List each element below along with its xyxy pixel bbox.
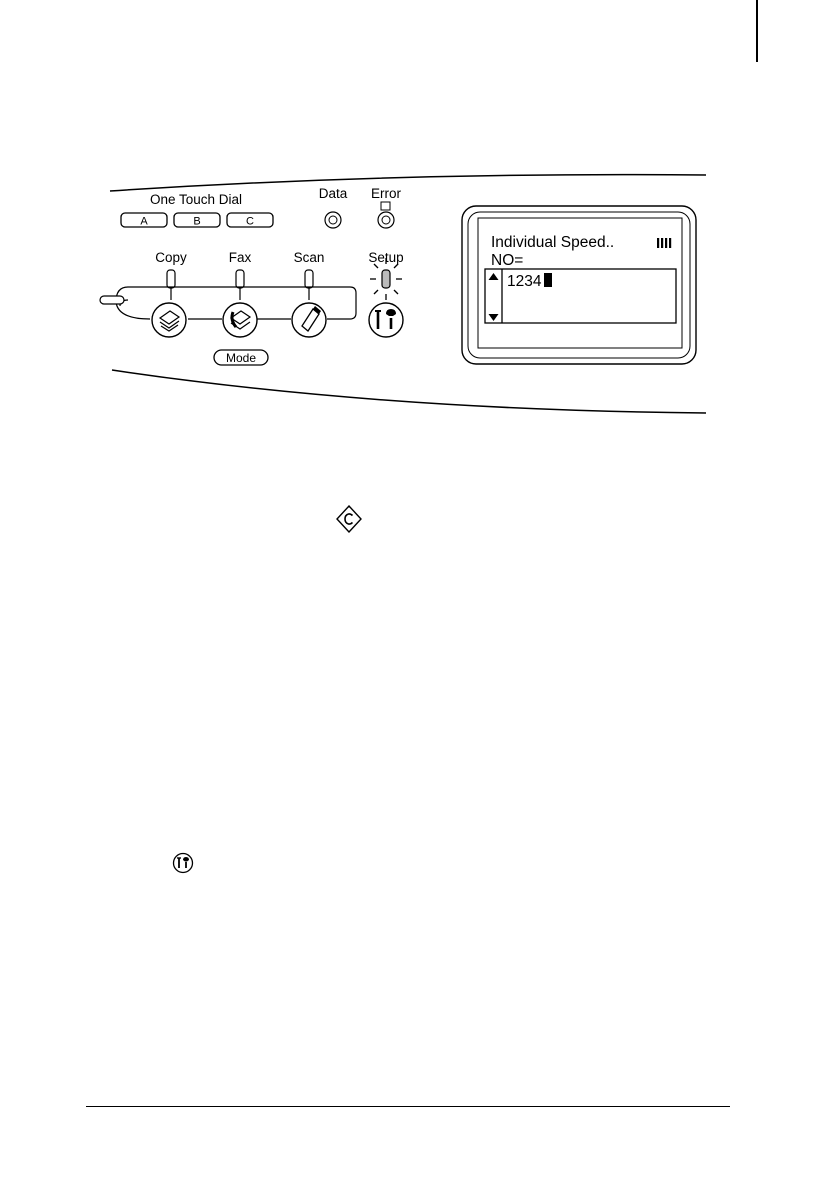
lcd-cursor [544, 273, 552, 287]
scan-label: Scan [293, 250, 325, 265]
mode-slot [100, 296, 124, 304]
one-touch-key-a[interactable] [121, 213, 167, 228]
copy-label: Copy [155, 250, 187, 265]
fax-label: Fax [228, 250, 252, 265]
setup-key-icon [172, 852, 194, 874]
lcd-display [478, 218, 682, 348]
one-touch-dial-label: One Touch Dial [149, 192, 243, 207]
svg-text:B: B [193, 215, 201, 228]
svg-text:Mode: Mode [225, 351, 257, 365]
lcd-entry-value: 1234 [507, 273, 542, 290]
scan-button[interactable] [292, 303, 326, 337]
data-light-icon [325, 212, 341, 228]
fax-indicator [236, 270, 244, 288]
mode-button[interactable] [214, 350, 268, 365]
error-light-icon [378, 202, 394, 228]
one-touch-key-c[interactable] [227, 213, 273, 228]
copy-indicator [167, 270, 175, 288]
clear-key-icon [336, 505, 362, 533]
lcd-line-1: Individual Speed.. [491, 234, 615, 251]
error-label: Error [371, 186, 401, 201]
svg-text:A: A [140, 215, 148, 228]
setup-label: Setup [368, 250, 404, 265]
scan-indicator [305, 270, 313, 288]
data-label: Data [318, 186, 348, 201]
fax-button[interactable] [223, 303, 257, 337]
copy-button[interactable] [152, 303, 186, 337]
svg-text:C: C [246, 215, 254, 228]
control-panel-illustration [0, 0, 840, 440]
setup-button[interactable] [369, 303, 403, 337]
one-touch-key-b[interactable] [174, 213, 220, 228]
lcd-line-2: NO= [491, 252, 524, 269]
footer-rule [86, 1106, 730, 1107]
